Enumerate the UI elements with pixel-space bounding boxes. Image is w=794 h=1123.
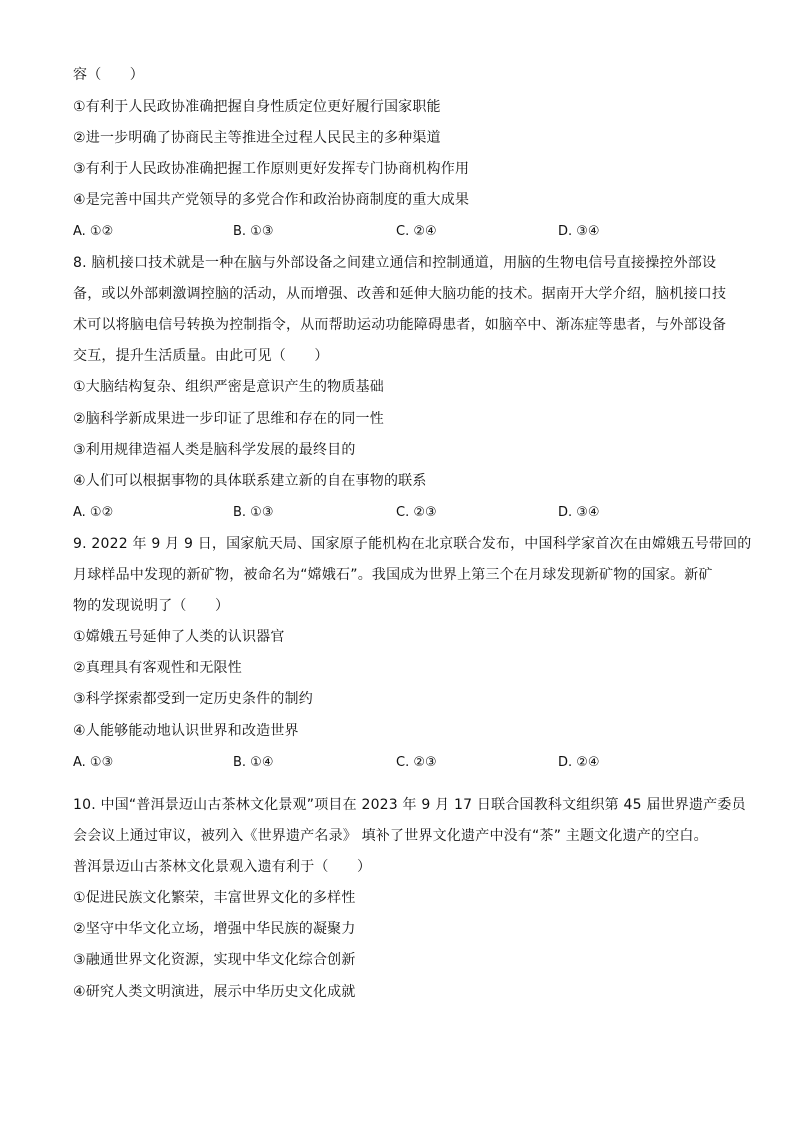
q7-option-d: D. ③④ [558, 224, 600, 239]
q10-stem-line-3: 普洱景迈山古茶林文化景观入遗有利于（ ） [73, 859, 372, 875]
q9-stem-line-3: 物的发现说明了（ ） [73, 598, 230, 614]
q7-item-1: ①有利于人民政协准确把握自身性质定位更好履行国家职能 [73, 99, 441, 115]
q8-stem-line-3: 术可以将脑电信号转换为控制指令，从而帮助运动功能障碍患者，如脑卒中、渐冻症等患者，与外部设备 [73, 317, 727, 333]
q9-option-b: B. ①④ [233, 755, 274, 770]
q9-option-a: A. ①③ [73, 755, 114, 770]
q7-item-3: ③有利于人民政协准确把握工作原则更好发挥专门协商机构作用 [73, 161, 470, 177]
q10-stem-line-1: 10. 中国“普洱景迈山古茶林文化景观”项目在 2023 年 9 月 17 日联合国教科文组织第 45 届世界遗产委员 [73, 797, 746, 813]
q7-item-2: ②进一步明确了协商民主等推进全过程人民民主的多种渠道 [73, 130, 441, 146]
q8-stem-line-1: 8. 脑机接口技术就是一种在脑与外部设备之间建立通信和控制通道，用脑的生物电信号直接操控外部设 [73, 255, 717, 271]
q8-option-b: B. ①③ [233, 505, 274, 520]
q7-option-c: C. ②④ [396, 224, 437, 239]
q9-item-2: ②真理具有客观性和无限性 [73, 660, 242, 676]
q8-option-c: C. ②③ [396, 505, 437, 520]
q9-option-d: D. ②④ [558, 755, 600, 770]
q10-item-4: ④研究人类文明演进，展示中华历史文化成就 [73, 984, 356, 1000]
q8-item-3: ③利用规律造福人类是脑科学发展的最终目的 [73, 442, 356, 458]
q9-item-4: ④人能够能动地认识世界和改造世界 [73, 723, 299, 739]
q8-stem-line-2: 备，或以外部刺激调控脑的活动，从而增强、改善和延伸大脑功能的技术。据南开大学介绍，脑机接口技 [73, 286, 727, 302]
q9-item-1: ①嫦娥五号延伸了人类的认识器官 [73, 629, 285, 645]
q7-item-4: ④是完善中国共产党领导的多党合作和政治协商制度的重大成果 [73, 192, 470, 208]
q8-option-d: D. ③④ [558, 505, 600, 520]
q9-option-c: C. ②③ [396, 755, 437, 770]
q7-stem-tail: 容（ ） [73, 67, 144, 83]
q8-stem-line-4: 交互，提升生活质量。由此可见（ ） [73, 348, 329, 364]
q7-option-a: A. ①② [73, 224, 114, 239]
q8-item-4: ④人们可以根据事物的具体联系建立新的自在事物的联系 [73, 473, 427, 489]
q9-item-3: ③科学探索都受到一定历史条件的制约 [73, 691, 313, 707]
q8-item-2: ②脑科学新成果进一步印证了思维和存在的同一性 [73, 411, 384, 427]
q8-item-1: ①大脑结构复杂、组织严密是意识产生的物质基础 [73, 379, 384, 395]
q9-stem-line-1: 9. 2022 年 9 月 9 日，国家航天局、国家原子能机构在北京联合发布，中国科学家首次在由嫦娥五号带回的 [73, 536, 752, 552]
q7-option-b: B. ①③ [233, 224, 274, 239]
q10-item-2: ②坚守中华文化立场，增强中华民族的凝聚力 [73, 921, 356, 937]
q10-item-3: ③融通世界文化资源，实现中华文化综合创新 [73, 952, 356, 968]
q10-stem-line-2: 会会议上通过审议，被列入《世界遗产名录》 填补了世界文化遗产中没有“茶” 主题文化遗产的空白。 [73, 828, 708, 844]
q10-item-1: ①促进民族文化繁荣，丰富世界文化的多样性 [73, 890, 356, 906]
q9-stem-line-2: 月球样品中发现的新矿物，被命名为“嫦娥石”。我国成为世界上第三个在月球发现新矿物的国家。新矿 [73, 567, 713, 583]
q8-option-a: A. ①② [73, 505, 114, 520]
